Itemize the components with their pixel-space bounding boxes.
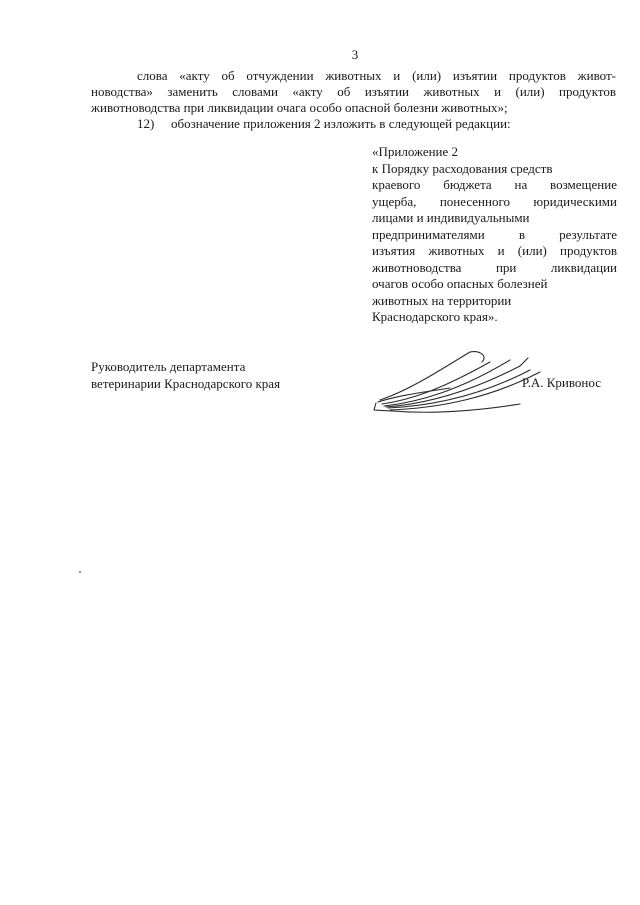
appendix-caption bbox=[372, 144, 617, 326]
paragraph-11-line-2: новодства» заменить словами «акту об изъятии животных и (или) продуктов bbox=[91, 84, 616, 99]
appendix-line-3: краевого бюджета на возмещение bbox=[372, 177, 617, 192]
paragraph-12 bbox=[91, 116, 616, 132]
appendix-line-5: лицами и индивидуальными bbox=[372, 210, 530, 225]
handwritten-signature bbox=[370, 340, 545, 420]
appendix-line-9: очагов особо опасных болезней bbox=[372, 276, 548, 291]
paragraph-11 bbox=[91, 68, 616, 132]
paragraph-12-number: 12) bbox=[137, 116, 155, 131]
signer-name: Р.А. Кривонос bbox=[522, 375, 601, 390]
paragraph-11-line-3: животноводства при ликвидации очага особо опасной болезни животных»; bbox=[91, 100, 508, 115]
signer-position bbox=[91, 358, 280, 392]
scan-speck bbox=[79, 571, 81, 573]
appendix-line-8: животноводства при ликвидации bbox=[372, 259, 617, 275]
appendix-line-6: предпринимателями в результате bbox=[372, 226, 617, 242]
signer-position-line-1: Руководитель департамента bbox=[91, 359, 246, 374]
paragraph-11-line-1: слова «акту об отчуждении животных и (или) изъятии продуктов живот- bbox=[137, 68, 616, 83]
appendix-line-2: к Порядку расходования средств bbox=[372, 160, 553, 176]
page-number: 3 bbox=[351, 47, 359, 62]
paragraph-12-text: обозначение приложения 2 изложить в следующей редакции: bbox=[171, 116, 511, 131]
appendix-line-1: «Приложение 2 bbox=[372, 144, 459, 159]
signer-position-line-2: ветеринарии Краснодарского края bbox=[91, 376, 281, 391]
appendix-line-10: животных на территории bbox=[372, 292, 512, 308]
appendix-line-7: изъятия животных и (или) продуктов bbox=[372, 243, 617, 258]
appendix-line-11: Краснодарского края». bbox=[372, 309, 498, 324]
appendix-line-4: ущерба, понесенного юридическими bbox=[372, 193, 617, 209]
